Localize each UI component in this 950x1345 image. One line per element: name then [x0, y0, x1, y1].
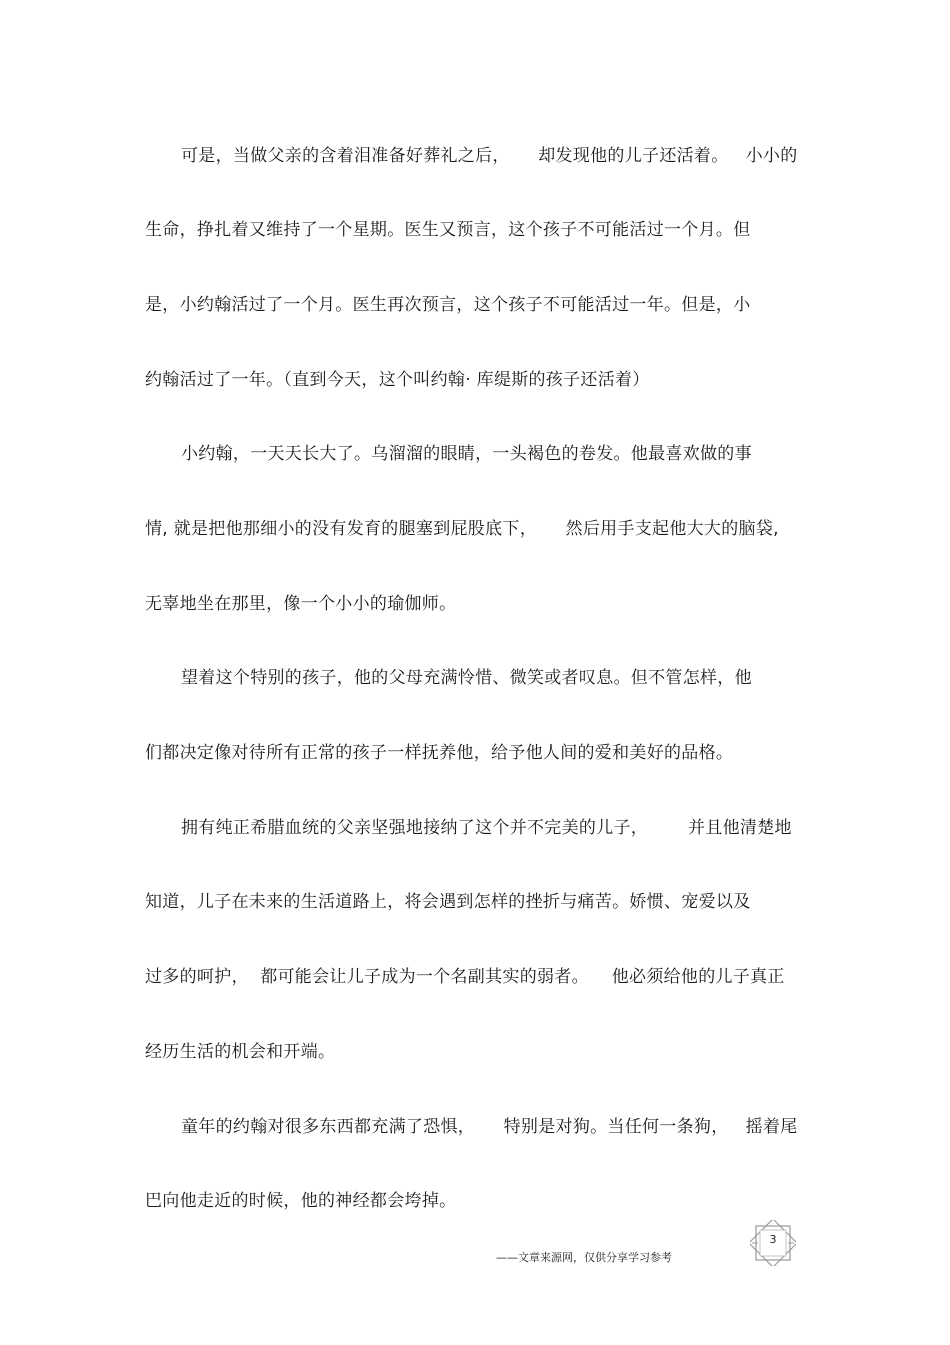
paragraph-2-line-3: 无辜地坐在那里，像一个小小的瑜伽师。 — [145, 594, 457, 614]
paragraph-4-line-2: 知道，儿子在未来的生活道路上，将会遇到怎样的挫折与痛苦。娇惯、宠爱以及 — [145, 892, 751, 912]
paragraph-1-line-2: 生命，挣扎着又维持了一个星期。医生又预言，这个孩子不可能活过一个月。但 — [145, 220, 751, 240]
paragraph-1-line-3: 是，小约翰活过了一个月。医生再次预言，这个孩子不可能活过一年。但是，小 — [145, 295, 751, 315]
page-number-badge — [750, 1220, 796, 1266]
paragraph-2-line-2: 情, 就是把他那细小的没有发育的腿塞到屁股底下， 然后用手支起他大大的脑袋, — [145, 519, 779, 539]
paragraph-1-line-1: 可是，当做父亲的含着泪准备好葬礼之后， 却发现他的儿子还活着。 小小的 — [181, 146, 798, 166]
paragraph-3-line-1: 望着这个特别的孩子，他的父母充满怜惜、微笑或者叹息。但不管怎样，他 — [181, 668, 752, 688]
paragraph-5-line-1: 童年的约翰对很多东西都充满了恐惧， 特别是对狗。当任何一条狗， 摇着尾 — [181, 1117, 798, 1137]
paragraph-2-line-1: 小约翰，一天天长大了。乌溜溜的眼睛，一头褐色的卷发。他最喜欢做的事 — [181, 444, 752, 464]
paragraph-5-line-2: 巴向他走近的时候，他的神经都会垮掉。 — [145, 1191, 457, 1211]
paragraph-4-line-4: 经历生活的机会和开端。 — [145, 1042, 336, 1062]
paragraph-4-line-3: 过多的呵护， 都可能会让儿子成为一个名副其实的弱者。 他必须给他的儿子真正 — [145, 967, 785, 987]
source-footer: ——文章来源网，仅供分享学习参考 — [496, 1251, 672, 1264]
paragraph-4-line-1: 拥有纯正希腊血统的父亲坚强地接纳了这个并不完美的儿子， 并且他清楚地 — [181, 818, 792, 838]
paragraph-1-line-4: 约翰活过了一年。（直到今天，这个叫约翰· 库缇斯的孩子还活着） — [145, 370, 650, 390]
paragraph-3-line-2: 们都决定像对待所有正常的孩子一样抚养他，给予他人间的爱和美好的品格。 — [145, 743, 734, 763]
page-number: 3 — [769, 1233, 777, 1246]
